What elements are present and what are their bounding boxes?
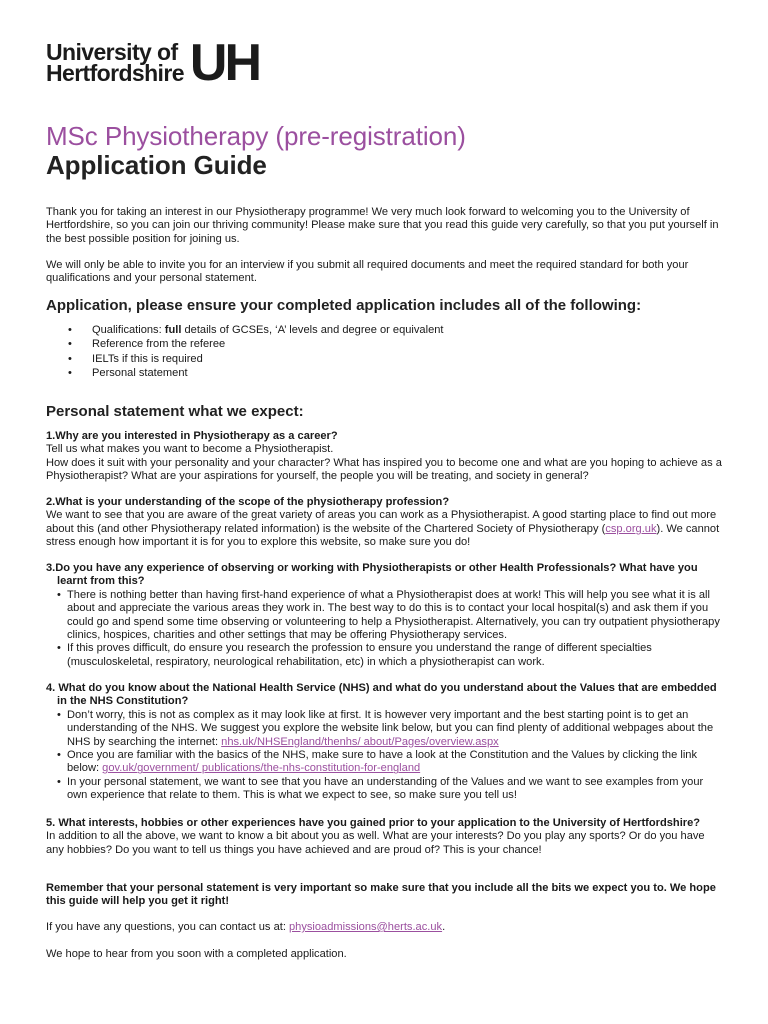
list-item: • There is nothing better than having first-hand experience of what a Physiotherapist does at work! This will help you see what it is all about and appreciate the various areas they work in. The best way to do this is to contact your local hospital(s) and ask them if you could go and spend some time observing or volunteering to help a Physiotherapist. Alternatively, you can try outpatient physiotherapy clinics, hospices, charities and other settings that may be offering Physiotherapy services.: [46, 589, 724, 643]
question-5-section: [46, 817, 724, 857]
question-1-line-1: Tell us what makes you want to become a Physiotherapist.: [46, 443, 334, 456]
nhs-overview-link[interactable]: nhs.uk/NHSEngland/thenhs/ about/Pages/overview.aspx: [221, 735, 499, 748]
logo-line-1: University of: [46, 39, 178, 65]
contact-end: .: [442, 921, 446, 933]
list-item: • Reference from the referee: [46, 337, 444, 351]
question-4-title: 4. What do you know about the National Health Service (NHS) and what do you understand about the Values that are embedded in the NHS Constitution?: [46, 682, 717, 708]
question-2-text-end: ). We cannot stress enough how important it is for you to explore this website, so make sure you do!: [46, 522, 720, 549]
list-item: [46, 323, 444, 337]
list-item: • In your personal statement, we want to see that you have an understanding of the Values and we want to see examples from your own experience that relate to them. This is what we expect to see, so make sure you tell us!: [46, 776, 724, 803]
university-logo: [46, 34, 260, 92]
intro-paragraph-1: Thank you for taking an interest in our Physiotherapy programme! We very much look forward to welcoming you to the University of Hertfordshire, so you can join our thriving community! Please make sure that you read this guide very carefully, so that you put yourself in the best possible position for joining us.: [46, 206, 719, 245]
question-5-text: In addition to all the above, we want to know a bit about you as well. What are your interests? Do you play any sports? Or do you have any hobbies? Do you want to tell us things you have achieved and are proud of? This is your chance!: [46, 830, 705, 856]
question-3-section: [46, 562, 724, 669]
contact-label: If you have any questions, you can contact us at:: [46, 921, 289, 933]
requirements-list: [46, 323, 444, 381]
logo-wordmark: [46, 39, 184, 86]
question-2-section: [46, 496, 724, 550]
question-4-section: [46, 682, 724, 803]
question-2-text: [46, 509, 724, 549]
page-subtitle: Application Guide: [46, 150, 267, 180]
list-item: [46, 709, 724, 749]
question-3-bullets: [46, 589, 724, 669]
csp-link[interactable]: csp.org.uk: [605, 522, 657, 535]
logo-line-2: Hertfordshire: [46, 60, 184, 86]
question-3-title: 3.Do you have any experience of observing or working with Physiotherapists or other Health Professionals? What have you learnt from this?: [46, 562, 698, 588]
requirement-text: Qualifications:: [92, 324, 165, 336]
question-2-text-start: We want to see that you are aware of the great variety of areas you can work as a Physiotherapist. A good starting place to find out more about this (and other Physiotherapy related information) is the website of the Chartered Society of Physiotherapy (: [46, 509, 717, 535]
personal-statement-heading: Personal statement what we expect:: [46, 403, 304, 420]
list-item: • IELTs if this is required: [46, 352, 444, 366]
reminder-text: Remember that your personal statement is very important so make sure that you include all the bits we expect you to. We hope this guide will help you get it right!: [46, 882, 716, 908]
question-1-section: [46, 430, 724, 484]
requirement-text: details of GCSEs, ‘A’ levels and degree or equivalent: [181, 324, 444, 336]
question-1-line-2: How does it suit with your personality and your character? What has inspired you to become one and what are you hoping to achieve as a Physiotherapist? What are your aspirations for yourself, the people you will be treating, and society in general?: [46, 456, 722, 483]
list-item: • If this proves difficult, do ensure you research the profession to ensure you understand the range of different specialties (musculoskeletal, respiratory, neurological rehabilitation, etc) in which a physiotherapist can work.: [46, 642, 724, 669]
uh-logo-mark: UH: [189, 34, 260, 92]
email-link[interactable]: physioadmissions@herts.ac.uk: [288, 921, 443, 933]
list-item: [46, 749, 724, 776]
application-heading: Application, please ensure your completed application includes all of the following:: [46, 297, 642, 314]
question-5-title: 5. What interests, hobbies or other experiences have you gained prior to your application to the University of Hertfordshire?: [46, 817, 701, 829]
requirement-emphasis: full: [164, 324, 182, 336]
page-title: MSc Physiotherapy (pre-registration): [46, 121, 466, 151]
question-1-title: 1.Why are you interested in Physiotherapy as a career?: [46, 430, 338, 442]
nhs-constitution-link[interactable]: gov.uk/government/ publications/the-nhs-constitution-for-england: [102, 762, 421, 775]
closing-text: We hope to hear from you soon with a completed application.: [46, 948, 347, 960]
question-4-bullets: [46, 709, 724, 803]
contact-text: [46, 921, 724, 934]
bullet-text: Don’t worry, this is not as complex as it may look like at first. It is however very important and the best starting point is to get an understanding of the NHS. We suggest you explore the website link below, but you can find plenty of additional webpages about the NHS by searching the internet:: [67, 708, 714, 748]
intro-paragraph-2: We will only be able to invite you for an interview if you submit all required documents and meet the required standard for both your qualifications and your personal statement.: [46, 259, 689, 285]
list-item: • Personal statement: [46, 366, 444, 380]
question-2-title: 2.What is your understanding of the scope of the physiotherapy profession?: [46, 496, 450, 508]
bullet-text: Once you are familiar with the basics of the NHS, make sure to have a look at the Constitution and the Values by clicking the link below:: [67, 749, 697, 775]
